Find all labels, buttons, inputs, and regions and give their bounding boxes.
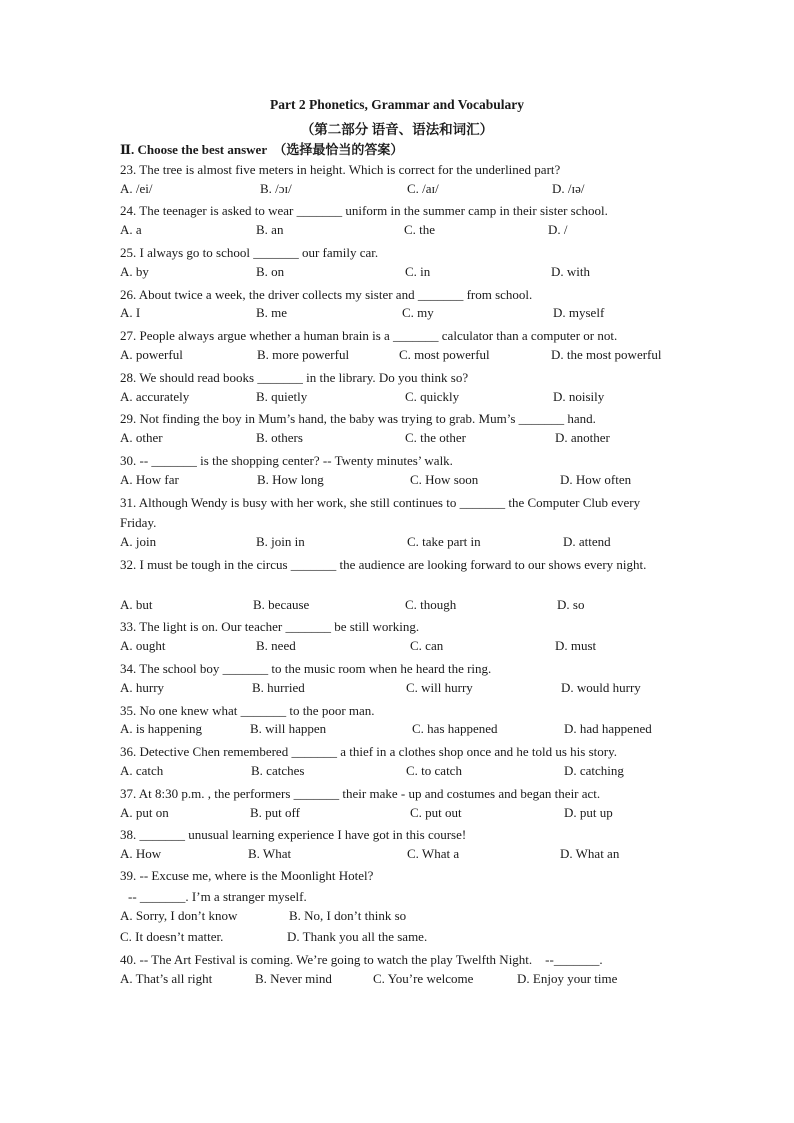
question-29-option-b: B. others	[256, 430, 303, 445]
question-39-option-d: D. Thank you all the same.	[287, 929, 428, 944]
question-24-option-d: D. /	[548, 222, 568, 237]
question-31-stem: 31. Although Wendy is busy with her work, she still continues to _______ the Computer Club every Friday.	[120, 495, 641, 530]
question-26-stem: 26. About twice a week, the driver collects my sister and _______ from school.	[120, 287, 533, 302]
question-23-stem: 23. The tree is almost five meters in height. Which is correct for the underlined part?	[120, 162, 561, 177]
question-33-option-b: B. need	[256, 638, 296, 653]
question-25-option-a: A. by	[120, 264, 149, 279]
question-30-option-a: A. How far	[120, 472, 179, 487]
question-37-option-a: A. put on	[120, 805, 169, 820]
question-39-stem: 39. -- Excuse me, where is the Moonlight Hotel?	[120, 868, 374, 883]
question-39-option-c: C. It doesn’t matter.	[120, 929, 224, 944]
question-25-stem: 25. I always go to school _______ our family car.	[120, 245, 379, 260]
question-36-option-a: A. catch	[120, 763, 164, 778]
question-23-option-a: A. /ei/	[120, 181, 153, 196]
question-35-option-d: D. had happened	[564, 721, 652, 736]
question-23-option-c: C. /aɪ/	[407, 181, 439, 196]
question-27-option-c: C. most powerful	[399, 347, 490, 362]
question-32-option-b: B. because	[253, 597, 310, 612]
question-27-option-d: D. the most powerful	[551, 347, 662, 362]
question-33-option-d: D. must	[555, 638, 597, 653]
question-32-option-c: C. though	[405, 597, 457, 612]
question-23-option-d: D. /ɪə/	[552, 181, 585, 196]
question-28-stem: 28. We should read books _______ in the library. Do you think so?	[120, 370, 469, 385]
question-36-stem: 36. Detective Chen remembered _______ a thief in a clothes shop once and he told us his story.	[120, 744, 618, 759]
question-31-option-a: A. join	[120, 534, 157, 549]
question-34-option-b: B. hurried	[252, 680, 305, 695]
question-28-option-d: D. noisily	[553, 389, 605, 404]
question-38-option-d: D. What an	[560, 846, 620, 861]
question-26-option-d: D. myself	[553, 305, 605, 320]
question-25-option-d: D. with	[551, 264, 590, 279]
question-23-option-b: B. /ɔɪ/	[260, 181, 292, 196]
question-38-option-a: A. How	[120, 846, 162, 861]
question-27-option-a: A. powerful	[120, 347, 183, 362]
question-40-option-c: C. You’re welcome	[373, 971, 474, 986]
question-31-option-c: C. take part in	[407, 534, 481, 549]
question-35-stem: 35. No one knew what _______ to the poor man.	[120, 703, 375, 718]
question-29-option-a: A. other	[120, 430, 163, 445]
question-38-option-c: C. What a	[407, 846, 460, 861]
question-39-option-a: A. Sorry, I don’t know	[120, 908, 238, 923]
question-40-option-a: A. That’s all right	[120, 971, 213, 986]
question-39-reply: -- _______. I’m a stranger myself.	[128, 889, 307, 904]
section-heading: Ⅱ. Choose the best answer （选择最恰当的答案）	[120, 142, 404, 157]
question-25-option-b: B. on	[256, 264, 285, 279]
question-37-stem: 37. At 8:30 p.m. , the performers _______ their make - up and costumes and began their act.	[120, 786, 601, 801]
part-subtitle: （第二部分 语音、语法和词汇）	[300, 122, 494, 137]
question-33-option-a: A. ought	[120, 638, 166, 653]
question-30-stem: 30. -- _______ is the shopping center? -- Twenty minutes’ walk.	[120, 453, 453, 468]
question-30-option-b: B. How long	[257, 472, 324, 487]
question-29-option-d: D. another	[555, 430, 610, 445]
question-28-option-b: B. quietly	[256, 389, 308, 404]
question-37-option-b: B. put off	[250, 805, 300, 820]
question-24-stem: 24. The teenager is asked to wear _______ uniform in the summer camp in their sister school.	[120, 203, 608, 218]
question-38-stem: 38. _______ unusual learning experience I have got in this course!	[120, 827, 467, 842]
question-28-option-c: C. quickly	[405, 389, 460, 404]
question-34-option-d: D. would hurry	[561, 680, 641, 695]
question-26-option-a: A. I	[120, 305, 141, 320]
question-39-option-b: B. No, I don’t think so	[289, 908, 407, 923]
question-36-option-d: D. catching	[564, 763, 624, 778]
question-32-stem: 32. I must be tough in the circus _______ the audience are looking forward to our shows every night.	[120, 557, 647, 572]
question-35-option-b: B. will happen	[250, 721, 327, 736]
question-26-option-c: C. my	[402, 305, 434, 320]
question-40-stem: 40. -- The Art Festival is coming. We’re going to watch the play Twelfth Night. --_______.	[120, 952, 603, 967]
question-40-option-d: D. Enjoy your time	[517, 971, 618, 986]
question-30-option-c: C. How soon	[410, 472, 479, 487]
question-40-option-b: B. Never mind	[255, 971, 332, 986]
question-37-option-d: D. put up	[564, 805, 613, 820]
question-34-option-c: C. will hurry	[406, 680, 473, 695]
question-35-option-c: C. has happened	[412, 721, 498, 736]
question-29-stem: 29. Not finding the boy in Mum’s hand, the baby was trying to grab. Mum’s _______ hand.	[120, 411, 596, 426]
question-26-option-b: B. me	[256, 305, 288, 320]
question-24-option-c: C. the	[404, 222, 436, 237]
question-25-option-c: C. in	[405, 264, 431, 279]
question-33-option-c: C. can	[410, 638, 444, 653]
question-27-option-b: B. more powerful	[257, 347, 350, 362]
question-31-option-d: D. attend	[563, 534, 611, 549]
question-33-stem: 33. The light is on. Our teacher _______ be still working.	[120, 619, 420, 634]
question-35-option-a: A. is happening	[120, 721, 202, 736]
question-36-option-b: B. catches	[251, 763, 305, 778]
question-24-option-a: A. a	[120, 222, 142, 237]
question-27-stem: 27. People always argue whether a human brain is a _______ calculator than a computer or not.	[120, 328, 618, 343]
question-29-option-c: C. the other	[405, 430, 467, 445]
question-34-option-a: A. hurry	[120, 680, 165, 695]
question-32-option-d: D. so	[557, 597, 585, 612]
question-24-option-b: B. an	[256, 222, 284, 237]
question-31-option-b: B. join in	[256, 534, 305, 549]
question-34-stem: 34. The school boy _______ to the music room when he heard the ring.	[120, 661, 492, 676]
question-38-option-b: B. What	[248, 846, 292, 861]
question-30-option-d: D. How often	[560, 472, 632, 487]
question-32-option-a: A. but	[120, 597, 153, 612]
part-title: Part 2 Phonetics, Grammar and Vocabulary	[270, 97, 524, 112]
question-36-option-c: C. to catch	[406, 763, 462, 778]
question-37-option-c: C. put out	[410, 805, 462, 820]
question-28-option-a: A. accurately	[120, 389, 190, 404]
